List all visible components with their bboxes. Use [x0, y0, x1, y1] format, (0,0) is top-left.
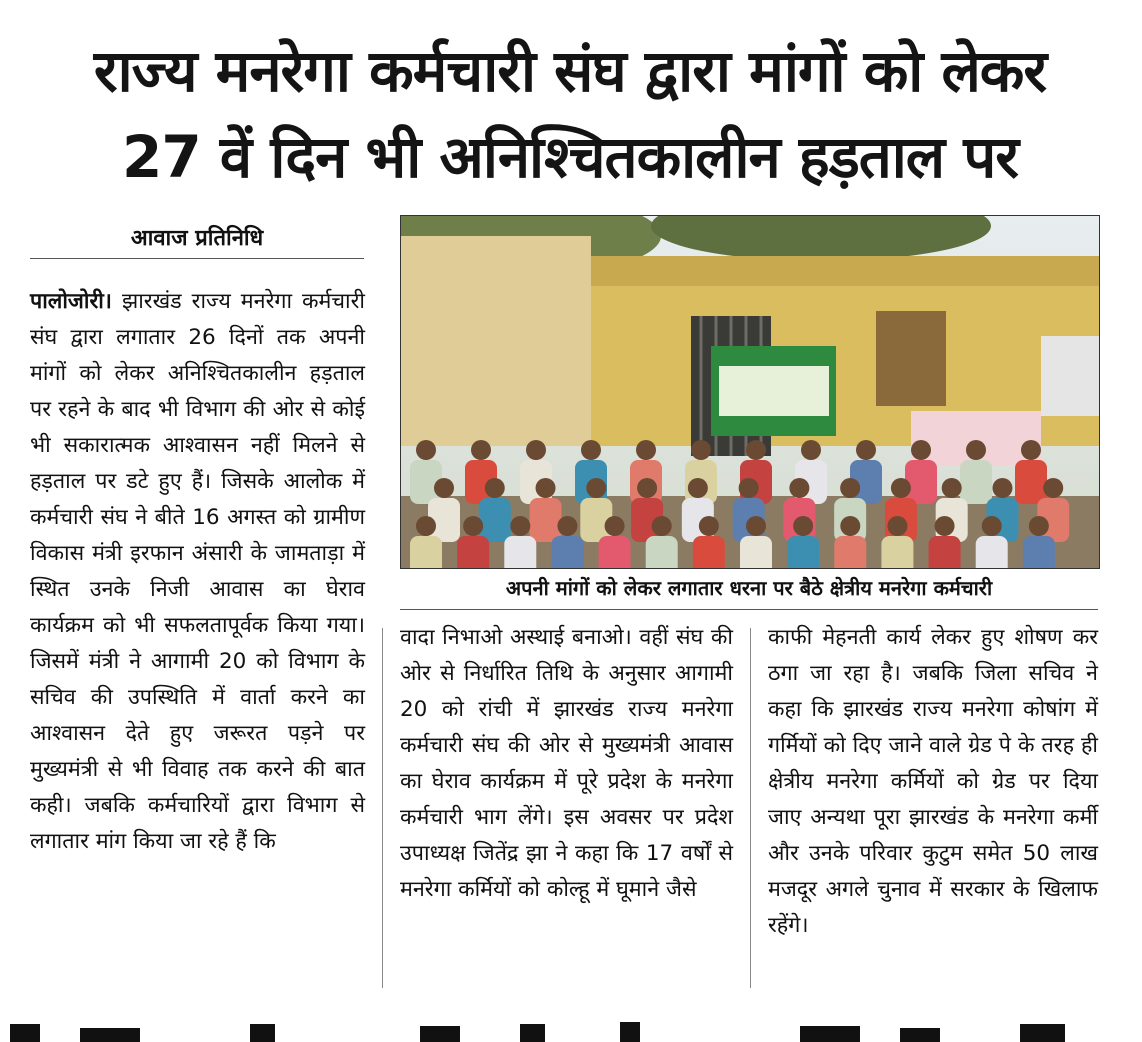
person-figure — [1023, 536, 1055, 568]
person-figure — [960, 460, 992, 504]
headline — [20, 28, 1120, 200]
cropped-text-fragment — [0, 1018, 1142, 1042]
person-head — [840, 478, 860, 498]
person-head — [746, 516, 766, 536]
person-head — [581, 440, 601, 460]
person-head — [691, 440, 711, 460]
person-head — [605, 516, 625, 536]
person-head — [935, 516, 955, 536]
person-head — [911, 440, 931, 460]
person-figure — [504, 536, 536, 568]
person-head — [536, 478, 556, 498]
person-head — [746, 440, 766, 460]
person-head — [637, 478, 657, 498]
person-figure — [976, 536, 1008, 568]
person-head — [739, 478, 759, 498]
person-head — [856, 440, 876, 460]
person-head — [1021, 440, 1041, 460]
person-figure — [905, 460, 937, 504]
person-figure — [881, 536, 913, 568]
person-head — [688, 478, 708, 498]
column-divider — [750, 628, 751, 988]
person-figure — [599, 536, 631, 568]
person-figure — [479, 498, 511, 542]
article-column-2-text: वादा निभाओ अस्थाई बनाओ। वहीं संघ की ओर से निर्धारित तिथि के अनुसार आगामी 20 को रांची में झारखंड राज्य मनरेगा कर्मचारी संघ की ओर से मुख्यमंत्री आवास का घेराव कार्यक्रम में पूरे प्रदेश के मनरेगा कर्मचारी भाग लेंगे। इस अवसर पर प्रदेश उपाध्यक्ष जितेंद्र झा ने कहा कि 17 वर्षों से मनरेगा कर्मियों को कोल्हू में घूमाने जैसे — [400, 625, 733, 902]
person-head — [636, 440, 656, 460]
article-column-2 — [400, 620, 733, 985]
person-figure — [740, 536, 772, 568]
person-figure — [834, 536, 866, 568]
column-divider — [382, 628, 383, 988]
person-head — [789, 478, 809, 498]
person-head — [416, 440, 436, 460]
person-figure — [1015, 460, 1047, 504]
person-head — [510, 516, 530, 536]
person-head — [652, 516, 672, 536]
article-column-3 — [768, 620, 1098, 985]
person-head — [1029, 516, 1049, 536]
person-figure — [929, 536, 961, 568]
headline-line-1: राज्य मनरेगा कर्मचारी संघ द्वारा मांगों को लेकर — [93, 37, 1047, 105]
news-photo — [400, 215, 1100, 569]
person-head — [699, 516, 719, 536]
person-head — [992, 478, 1012, 498]
person-head — [966, 440, 986, 460]
person-figure — [693, 536, 725, 568]
photo-caption: अपनी मांगों को लेकर लगातार धरना पर बैठे क्षेत्रीय मनरेगा कर्मचारी — [400, 574, 1098, 610]
person-head — [1043, 478, 1063, 498]
person-head — [471, 440, 491, 460]
person-head — [526, 440, 546, 460]
person-head — [416, 516, 436, 536]
person-head — [557, 516, 577, 536]
article-dateline: पालोजोरी। — [30, 289, 112, 314]
person-head — [982, 516, 1002, 536]
person-head — [840, 516, 860, 536]
person-head — [942, 478, 962, 498]
person-figure — [646, 536, 678, 568]
article-column-3-text: काफी मेहनती कार्य लेकर हुए शोषण कर ठगा जा रहा है। जबकि जिला सचिव ने कहा कि झारखंड राज्य मनरेगा कोषांग में गर्मियों को दिए जाने वाले ग्रेड पे के तरह ही क्षेत्रीय मनरेगा कर्मियों को ग्रेड पर दिया जाए अन्यथा पूरा झारखंड के मनरेगा कर्मी और उनके परिवार कुटुम समेत 50 लाख मजदूर अगले चुनाव में सरकार के खिलाफ रहेंगे। — [768, 625, 1098, 938]
person-head — [801, 440, 821, 460]
person-head — [887, 516, 907, 536]
person-figure — [530, 498, 562, 542]
person-head — [586, 478, 606, 498]
person-head — [434, 478, 454, 498]
person-head — [485, 478, 505, 498]
person-head — [891, 478, 911, 498]
person-figure — [787, 536, 819, 568]
person-figure — [410, 536, 442, 568]
article-column-1 — [30, 284, 365, 984]
person-figure — [551, 536, 583, 568]
next-headline-cropped — [0, 1018, 1142, 1042]
person-head — [793, 516, 813, 536]
article-column-1-text: झारखंड राज्य मनरेगा कर्मचारी संघ द्वारा लगातार 26 दिनों तक अपनी मांगों को लेकर अनिश्चितकालीन हड़ताल पर रहने के बाद भी विभाग की ओर से कोई भी सकारात्मक आश्वासन नहीं मिलने से हड़ताल पर डटे हुए हैं। जिसके आलोक में कर्मचारी संघ ने बीते 16 अगस्त को ग्रामीण विकास मंत्री इरफान अंसारी के जामताड़ा में स्थित उनके निजी आवास का घेराव कार्यक्रम को भी सफलतापूर्वक किया गया। जिसमें मंत्री ने आगामी 20 को विभाग के सचिव की उपस्थिति में वार्ता करने का आश्वासन देते हुए जरूरत पड़ने पर मुख्यमंत्री से भी विवाह तक करने की बात कही। जबकि कर्मचारियों द्वारा विभाग से लगातार मांग किया जा रहे हैं कि — [30, 289, 365, 854]
protest-scene-image — [401, 216, 1099, 568]
headline-line-2: 27 वें दिन भी अनिश्चितकालीन हड़ताल पर — [121, 123, 1018, 191]
person-head — [463, 516, 483, 536]
person-figure — [457, 536, 489, 568]
byline: आवाज प्रतिनिधि — [30, 222, 364, 259]
